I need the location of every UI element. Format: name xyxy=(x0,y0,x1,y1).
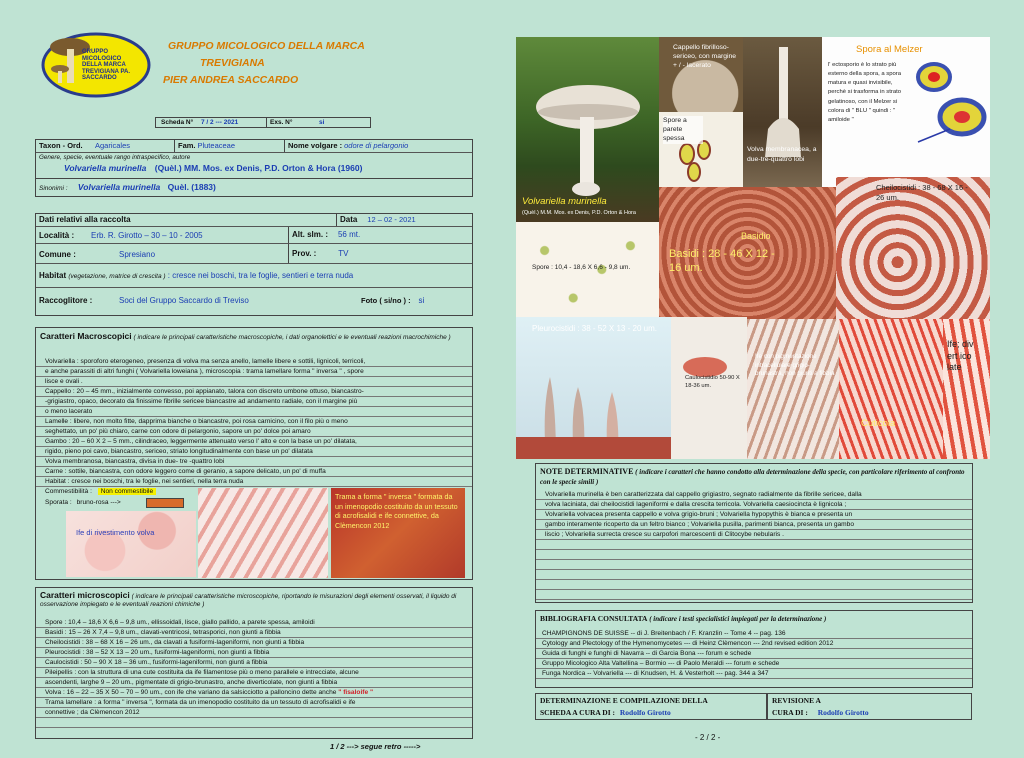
macro-line: Habitat : cresce nei boschi, tra le foglie, nei sentieri, nella terra nuda xyxy=(36,477,472,487)
photo-cuticola xyxy=(839,319,943,459)
ife-pigment-caption: Ife con pigmentazione intracellulare grigio-brunastra, non giunti a fibbia xyxy=(755,353,835,377)
ord-value: Agaricales xyxy=(95,141,131,150)
photo-ife-diverticolate xyxy=(943,319,990,459)
note-line: Volvariella murinella è ben caratterizzata dal cappello grigiastro, segnato radialmente da fibrille sericee, dalla xyxy=(536,490,972,500)
macro-line: o meno lacerato xyxy=(36,407,472,417)
photo-pleurocistidi xyxy=(516,317,671,459)
macro-line: -grigiastro, opaco, decorato da finissime fibrille sericee biancastre ad andamento radiale, con il margine più xyxy=(36,397,472,407)
photo-cheilocistidi xyxy=(836,177,990,319)
macro-line: Volvariella : sporoforo eterogeneo, presenza di volva ma senza anello, lamelle libere e sottili, lignicoli, terricoli, xyxy=(36,357,472,367)
micro-line: Cheilocistidi : 38 – 68 X 16 – 26 um., da clavati a fusiformi-lageniformi, non giunti a fibbia xyxy=(36,638,472,648)
ife-div-caption: Ife; div ert ico late xyxy=(947,339,974,373)
caulocistidio-caption: Caulocistidio 50-90 X 18-36 um. xyxy=(685,375,740,389)
note-line: Volvariella volvacea presenta cappello e volva grigio-bruni ; Volvariella hypopythis è bianca e presenta un xyxy=(536,510,972,520)
volgare-label: Nome volgare : xyxy=(288,141,343,150)
micro-line: Basidi : 15 – 26 X 7,4 – 9,8 um., clavati-ventricosi, tetrasporici, non giunti a fibbia xyxy=(36,628,472,638)
logo-text: GRUPPO MICOLOGICO DELLA MARCA TREVIGIANA PA. SACCARDO xyxy=(82,49,131,82)
note-box xyxy=(535,463,973,603)
habitat-value: : cresce nei boschi, tra le foglie, sentieri e terra nuda xyxy=(167,271,354,280)
cheilocistidi-caption: Cheilocistidi : 38 - 68 X 16 - 26 um. xyxy=(876,183,968,203)
volva-caption: Volva membranacea, a due-tre-quattro lobi xyxy=(747,146,817,163)
genere-label: Genere, specie, eventuale rango intraspecifico, autore xyxy=(39,154,191,161)
determinazione-label-2: SCHEDA A CURA DI : xyxy=(540,708,616,717)
micro-lines xyxy=(36,618,472,730)
foto-label: Foto ( si/no ) : xyxy=(361,296,411,305)
photo-cappello xyxy=(659,37,743,112)
micro-line: Pleurocistidi : 38 – 52 X 13 – 20 um., fusiformi-lageniformi, non giunti a fibbia xyxy=(36,648,472,658)
micro-line: Caulocistidi : 50 – 90 X 18 – 36 um., fusiformi-lageniformi, non giunti a fibbia xyxy=(36,658,472,668)
biblio-line: Gruppo Micologico Alta Valtellina – Bormio --- di Paolo Meraldi --- forum e schede xyxy=(536,659,972,669)
biblio-line: Cytology and Plectology of the Hymenomycetes --- di Heinz Clèmencon --- 2nd revised edition 2012 xyxy=(536,639,972,649)
micro-line: Volva : 16 – 22 – 35 X 50 – 70 – 90 um., con ife che variano da salsicciotto a palloncino dette anche xyxy=(45,689,337,696)
biblio-line: Guida di funghi e funghi di Navarra -- di Garcia Bona --- forum e schede xyxy=(536,649,972,659)
main-subcaption: (Quèl.) M.M. Mos. ex Denis, P.D. Orton & Hora xyxy=(522,210,636,216)
alt-value: 56 mt. xyxy=(337,230,361,239)
revisione-label-1: REVISIONE A xyxy=(772,696,821,705)
scheda-label: Scheda N° xyxy=(161,119,194,126)
determinazione-name: Rodolfo Girotto xyxy=(619,708,671,717)
habitat-label: Habitat xyxy=(39,271,67,280)
revisione-label-2: CURA DI : xyxy=(772,708,808,717)
biblio-line: CHAMPIGNONS DE SUISSE -- di J. Breitenbach / F. Kranzlin -- Tome 4 -- pag. 136 xyxy=(536,629,972,639)
cuticola-caption: Cuticola xyxy=(861,418,896,429)
micro-subtitle: ( indicare le principali caratteristiche microscopiche, riportando le misurazioni degli elementi osservati, il liquido di osservazione impiegato e le eventuali reazioni chimiche ) xyxy=(40,593,457,609)
cappello-caption: Cappello fibrilloso-sericeo, con margine + / - lacerato xyxy=(673,44,737,70)
species-name: Volvariella murinella xyxy=(64,163,147,173)
sporata-label: Sporata : xyxy=(45,499,72,506)
fisaloife-label: " fisaloife " xyxy=(338,689,374,696)
localita-label: Località : xyxy=(39,231,75,240)
raccoglitore-label: Raccoglitore : xyxy=(39,296,93,305)
note-line: liscio ; Volvariella surrecta cresce su carpofori marcescenti di Clitocybe nebularis . xyxy=(536,530,972,540)
melzer-title: Spora al Melzer xyxy=(856,44,923,55)
species-authors: (Quèl.) MM. Mos. ex Denis, P.D. Orton & Hora (1960) xyxy=(154,163,363,173)
sinonimo-name: Volvariella murinella xyxy=(77,182,161,192)
main-caption: Volvariella murinella xyxy=(522,196,607,207)
revisione-name: Rodolfo Girotto xyxy=(817,708,869,717)
ord-label: Taxon - Ord. xyxy=(39,141,83,150)
basidi-caption: Basidi : 28 - 46 X 12 - 16 um. xyxy=(669,248,775,275)
biblio-title: BIBLIOGRAFIA CONSULTATA xyxy=(540,614,648,623)
org-title-2: TREVIGIANA xyxy=(200,57,265,69)
macro-line: seghettato, un po' più chiaro, carne con odore di pelargonio, sapore un po' dolce poi amaro xyxy=(36,427,472,437)
exs-value: si xyxy=(319,119,325,126)
micro-line: ascendenti, larghe 9 – 20 um., pigmentate di grigio-brunastro, anche diverticolate, non giunti a fibbia xyxy=(36,678,472,688)
spore-caption: Spore : 10,4 - 18,6 X 6,6 - 9,8 um. xyxy=(532,264,631,271)
comune-value: Spresiano xyxy=(119,250,156,259)
raccoglitore-value: Soci del Gruppo Saccardo di Treviso xyxy=(119,296,249,305)
macro-line: e anche parassiti di altri funghi ( Volvariella loweiana ), microscopia : trama lamellare forma " inversa " , spore xyxy=(36,367,472,377)
org-title-3: PIER ANDREA SACCARDO xyxy=(163,74,299,86)
photo-trama xyxy=(198,488,328,578)
determinazione-label-1: DETERMINAZIONE E COMPILAZIONE DELLA xyxy=(540,696,708,705)
alt-label: Alt. slm. : xyxy=(292,230,329,239)
page-number: - 2 / 2 - xyxy=(695,733,721,742)
photo-trama-orange xyxy=(331,488,465,578)
logo xyxy=(40,27,152,99)
macro-line: Volva membranosa, biancastra, divisa in due- tre -quattro lobi xyxy=(36,457,472,467)
macro-line: rigido, pieno poi cavo, biancastro, sericeo, striato longitudinalmente con base un po' dilatata xyxy=(36,447,472,457)
photo-ife-volva-caption: Ife di rivestimento volva xyxy=(76,528,155,537)
macro-box xyxy=(35,327,473,580)
melzer-text: l' ectosporio è lo strato più esterno della spora, a spora matura e quasi invisibile, perchè si trasforma in strato gelatinoso, con il Melzer si colora di " BLU " quindi : " amiloide " xyxy=(828,62,902,123)
photo-collage xyxy=(516,37,990,459)
biblio-subtitle: ( indicare i testi specialistici impiegati per la determinazione ) xyxy=(649,615,827,623)
micro-line: Pileipellis : con la struttura di una cute costituita da ife filamentose più o meno parallele e intrecciate, alcune xyxy=(36,668,472,678)
photo-spore-parete xyxy=(659,112,743,187)
commestibilita-label: Commestibilità : xyxy=(45,488,92,495)
habitat-note: (vegetazione, matrice di crescita ) xyxy=(68,273,166,280)
micro-line: Spore : 10,4 – 18,6 X 6,6 – 9,8 um., ellissoidali, lisce, giallo pallido, a parete spessa, amiloidi xyxy=(36,618,472,628)
data-value: 12 – 02 - 2021 xyxy=(367,215,416,224)
org-title-1: GRUPPO MICOLOGICO DELLA MARCA xyxy=(168,40,365,52)
footer-left: 1 / 2 ---> segue retro -----> xyxy=(330,742,421,751)
determinazione-box xyxy=(535,693,767,720)
fam-label: Fam. xyxy=(178,141,196,150)
macro-lines xyxy=(36,357,472,487)
sporata-value: bruno-rosa ---> xyxy=(76,499,121,506)
sinonimi-label: Sinonimi : xyxy=(39,185,68,192)
macro-line: Gambo : 20 – 60 X 2 – 5 mm., cilindraceo, leggermente attenuato verso l' alto e con la base un po' dilatata, xyxy=(36,437,472,447)
comune-label: Comune : xyxy=(39,250,76,259)
photo-spore xyxy=(516,222,659,317)
taxon-box xyxy=(35,139,473,197)
note-line: volva laciniata, dai cheilocistidi lageniformi e dalla crescita terricola. Volvariella caesiocincta è lignicola ; xyxy=(536,500,972,510)
foto-value: si xyxy=(418,296,425,305)
note-line: gambo interamente ricoperto da un feltro bianco ; Volvariella pusilla, parimenti bianca, presenta un gambo xyxy=(536,520,972,530)
prov-label: Prov. : xyxy=(292,249,317,258)
basidio-caption: Basidio xyxy=(741,231,771,241)
macro-line: Cappello : 20 – 45 mm., inizialmente convesso, poi appianato, talora con discreto umbone ottuso, biancastro- xyxy=(36,387,472,397)
exs-label: Exs. N° xyxy=(266,118,295,127)
fam-value: Pluteaceae xyxy=(197,141,235,150)
macro-title: Caratteri Macroscopici xyxy=(40,331,132,341)
sporata-swatch xyxy=(146,498,184,508)
note-title: NOTE DETERMINATIVE xyxy=(540,467,634,476)
localita-value: Erb. R. Girotto – 30 – 10 - 2005 xyxy=(91,231,203,240)
micro-line: connettive ; da Clèmencon 2012 xyxy=(36,708,472,718)
scheda-value: 7 / 2 --- 2021 xyxy=(201,119,239,126)
pleurocistidi-caption: Pleurocistidi : 38 - 52 X 13 - 20 um. xyxy=(532,324,657,333)
micro-line: Trama lamellare : a forma " inversa ", formata da un imenopodio costituito da un tessuto di acrofisalidi e ife xyxy=(36,698,472,708)
spore-parete-caption: Spore a parete spessa xyxy=(663,116,703,144)
photo-trama-caption: Trama a forma " inversa " formata da un imenopodio costituito da un tessuto di acrofisalidi e ife connettive, da Clèmencon 2012 xyxy=(335,492,458,531)
volgare-value: odore di pelargonio xyxy=(344,141,409,150)
raccolta-box xyxy=(35,213,473,316)
note-subtitle: ( indicare i caratteri che hanno condotto alla determinazione della specie, con particolare riferimento al confronto con le specie simili ) xyxy=(540,468,965,486)
scheda-box xyxy=(155,117,371,128)
photo-caulocistidio xyxy=(671,317,747,459)
photo-basidi xyxy=(659,187,836,319)
commestibilita-value: Non commestibile xyxy=(98,488,156,495)
raccolta-title: Dati relativi alla raccolta xyxy=(39,215,131,224)
photo-melzer xyxy=(822,37,990,197)
macro-line: Carne : sottile, biancastra, con odore leggero come di geranio, a sapore delicato, un po' di muffa xyxy=(36,467,472,477)
photo-volva xyxy=(743,37,822,187)
macro-line: lisce e ovali . xyxy=(36,377,472,387)
micro-title: Caratteri microscopici xyxy=(40,590,130,600)
revisione-box xyxy=(767,693,972,720)
photo-ife-pigment xyxy=(747,319,839,459)
macro-subtitle: ( indicare le principali caratteristiche macroscopiche, i dati organolettici e le eventuali reazioni macrochimiche ) xyxy=(133,334,451,341)
prov-value: TV xyxy=(338,249,349,258)
data-label: Data xyxy=(340,215,358,224)
macro-line: Lamelle : libere, non molto fitte, dapprima bianche o biancastre, poi rosa carnicino, con il filo più o meno xyxy=(36,417,472,427)
biblio-line: Funga Nordica -- Volvariella --- di Knudsen, H. & Vesterholt --- pag. 344 a 347 xyxy=(536,669,972,679)
sinonimo-authors: Quèl. (1883) xyxy=(167,182,216,192)
micro-box xyxy=(35,587,473,739)
photo-mushroom-main xyxy=(516,37,659,222)
biblio-box xyxy=(535,610,973,688)
photo-ife-volva xyxy=(66,511,196,577)
